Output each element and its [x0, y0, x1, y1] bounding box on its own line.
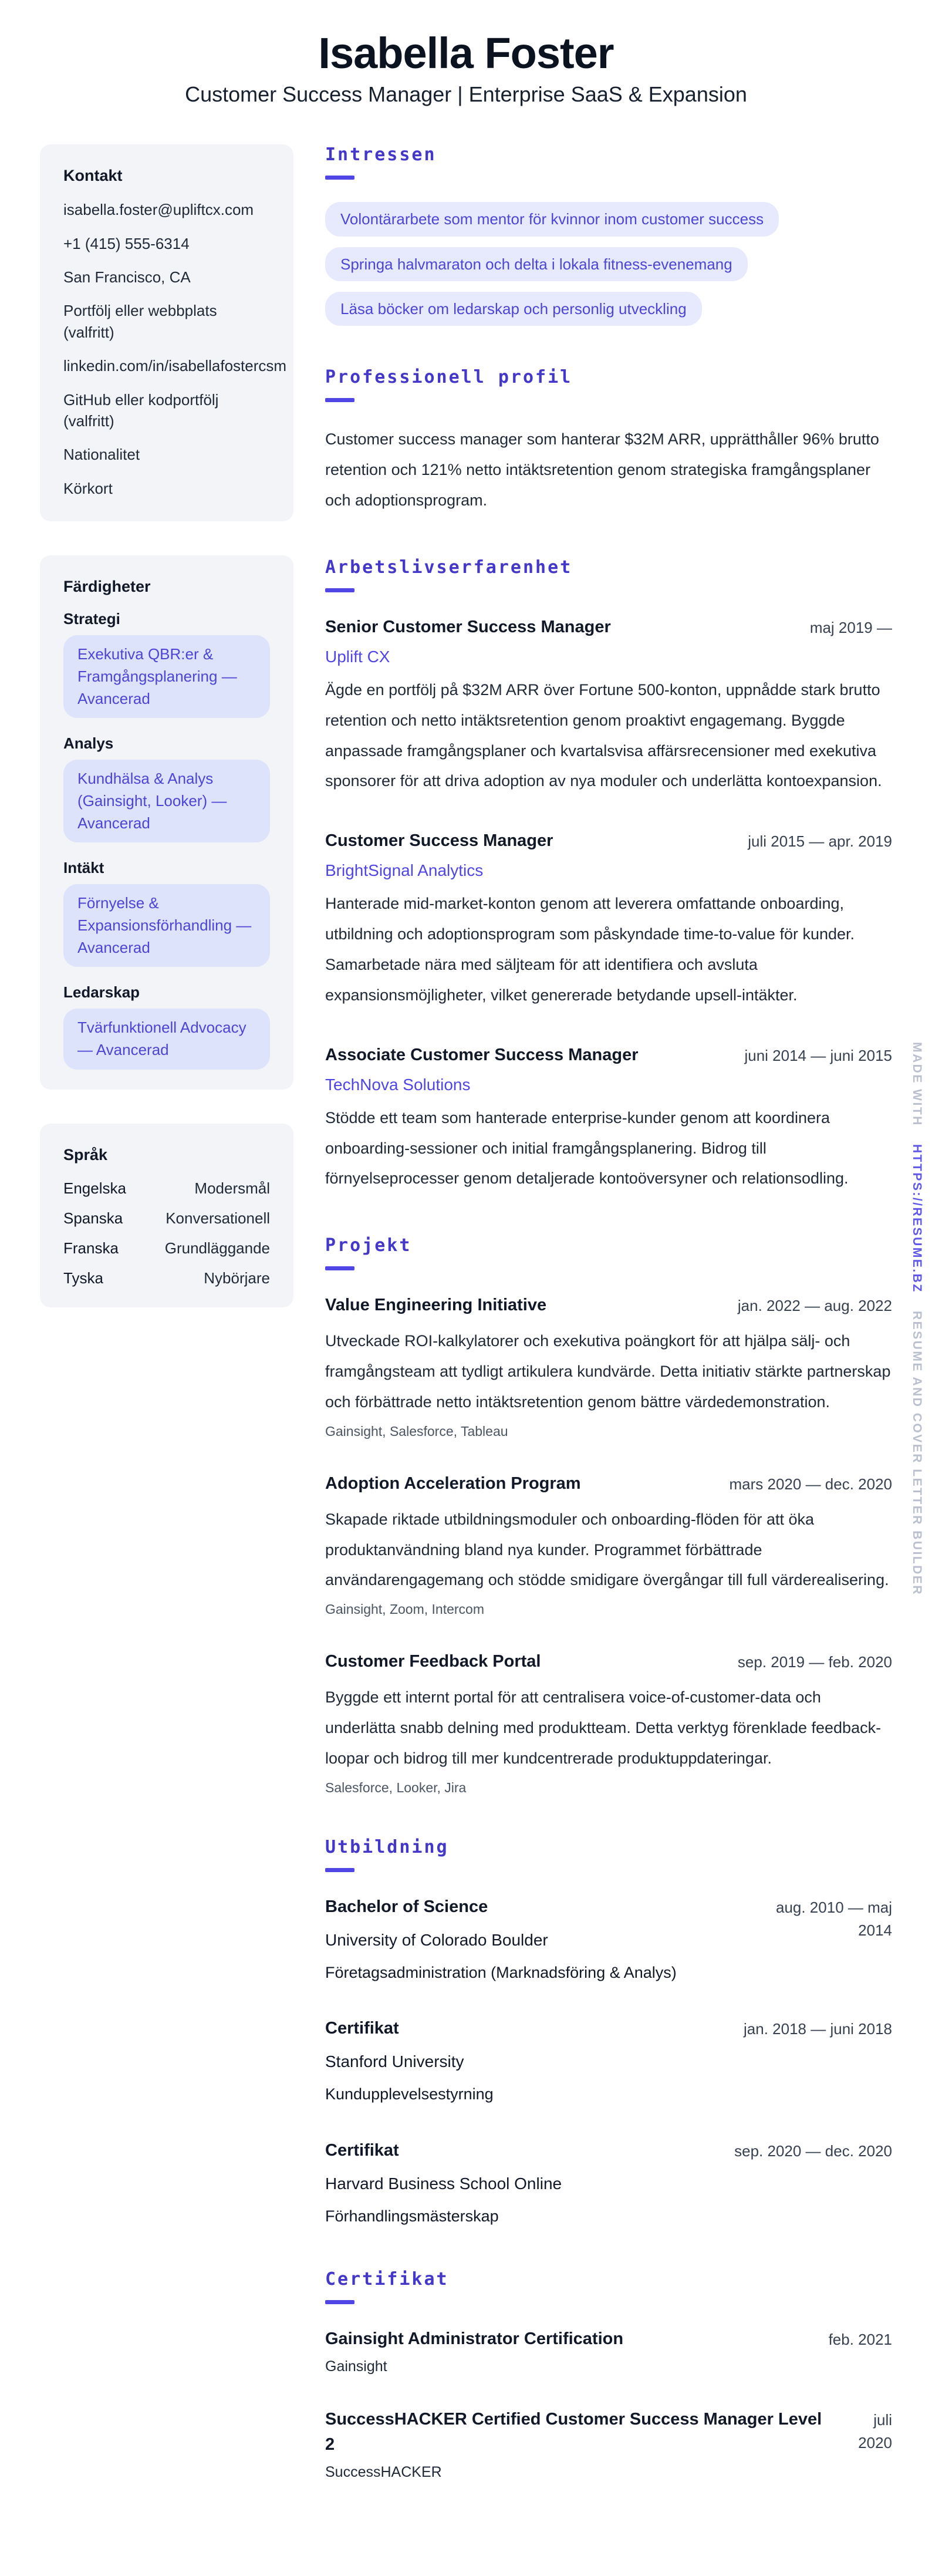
person-tagline: Customer Success Manager | Enterprise SaaS & Expansion — [185, 82, 747, 107]
language-name: Franska — [63, 1239, 119, 1257]
project-stack: Salesforce, Looker, Jira — [325, 1779, 467, 1795]
job-dates: juli 2015 — apr. 2019 — [748, 832, 892, 851]
skill-pill: Förnyelse & Expansionsförhandling — Avancerad — [63, 884, 270, 967]
school-name: Harvard Business School Online — [325, 2174, 562, 2193]
certificate-issuer: Gainsight — [325, 2358, 387, 2375]
job-dates: juni 2014 — juni 2015 — [744, 1046, 892, 1064]
section-underline — [325, 1266, 354, 1270]
project-entry-head — [325, 1293, 892, 1317]
contact-card — [40, 144, 293, 521]
certificate-date: feb. 2021 — [828, 2331, 892, 2349]
experience-entry-head — [325, 1043, 892, 1067]
certificate-date: juli 2020 — [858, 2411, 892, 2452]
project-title: Value Engineering Initiative — [325, 1296, 547, 1315]
degree-title: Certifikat — [325, 2019, 399, 2038]
project-entry — [325, 1471, 892, 1618]
contact-linkedin: linkedin.com/in/isabellafostercsm — [63, 357, 287, 375]
language-level: Grundläggande — [164, 1239, 270, 1257]
education-dates: sep. 2020 — dec. 2020 — [734, 2142, 892, 2160]
profile-heading: Professionell profil — [325, 367, 573, 388]
ribbon-suffix: RESUME AND COVER LETTER BUILDER — [910, 1311, 924, 1596]
degree-title: Bachelor of Science — [325, 1897, 488, 1916]
skill-group-label: Analys — [63, 734, 114, 753]
language-row — [63, 1239, 270, 1257]
section-underline — [325, 588, 354, 592]
certificate-entry-left — [325, 2327, 812, 2375]
experience-entry-head — [325, 828, 892, 853]
interest-pill: Läsa böcker om ledarskap och personlig utveckling — [325, 292, 702, 326]
skill-pill: Exekutiva QBR:er & Framgångsplanering — Avancerad — [63, 635, 270, 718]
contact-nationality: Nationalitet — [63, 446, 140, 464]
education-detail: Kundupplevelsestyrning — [325, 2085, 494, 2103]
contact-github-placeholder: GitHub eller kodportfölj (valfritt) — [63, 390, 219, 430]
language-level: Modersmål — [194, 1179, 270, 1197]
language-row — [63, 1209, 270, 1228]
experience-entry-head — [325, 615, 892, 639]
languages-title: Språk — [63, 1145, 108, 1164]
experience-entry — [325, 1043, 892, 1195]
contact-title: Kontakt — [63, 167, 123, 185]
school-name: University of Colorado Boulder — [325, 1930, 548, 1949]
certificate-entry — [325, 2327, 892, 2375]
main-content — [325, 144, 892, 2521]
section-education — [325, 1837, 892, 2228]
degree-title: Certifikat — [325, 2140, 399, 2160]
job-title: Customer Success Manager — [325, 831, 553, 851]
skill-group-label: Intäkt — [63, 859, 104, 877]
job-company-link[interactable]: Uplift CX — [325, 647, 390, 666]
person-name: Isabella Foster — [318, 29, 614, 77]
skill-group-label: Strategi — [63, 610, 120, 628]
school-name: Stanford University — [325, 2052, 464, 2071]
skills-title: Färdigheter — [63, 578, 151, 596]
job-description: Hanterade mid-market-konton genom att leverera omfattande onboarding, utbildning och adoptionsprogram som påskyndade time-to-value för kunder. Samarbetade nära med säljteam för att identifiera och avsluta expansionsmöjligheter, vilket genererade betydande upsell-intäkter. — [325, 895, 855, 1004]
language-name: Tyska — [63, 1269, 103, 1287]
education-entry-left — [325, 1894, 749, 1985]
job-title: Senior Customer Success Manager — [325, 617, 611, 636]
job-description: Ägde en portfölj på $32M ARR över Fortune 500-konton, uppnådde stark brutto retention och netto intäktsretention genom proaktivt engagemang. Byggde anpassade framgångsplaner och kvartalsvisa affärsrecensioner med exekutiva sponsorer för att driva adoption av nya moduler och underlätta kontoexpansion. — [325, 680, 882, 790]
education-entry-head — [325, 2016, 892, 2106]
skill-group-label: Ledarskap — [63, 983, 140, 1002]
section-experience — [325, 557, 892, 1194]
section-projects — [325, 1235, 892, 1796]
project-description: Byggde ett internt portal för att centralisera voice-of-customer-data och underlätta snabb delning med produktteam. Detta verktyg förenklade feedback-loopar och bidrog till mer kundcentrerade produktuppdateringar. — [325, 1688, 882, 1767]
projects-heading: Projekt — [325, 1235, 412, 1256]
education-detail: Företagsadministration (Marknadsföring & Analys) — [325, 1963, 677, 1981]
skill-pill: Tvärfunktionell Advocacy — Avancerad — [63, 1009, 270, 1069]
ribbon-url-link[interactable]: HTTPS://RESUME.BZ — [910, 1144, 924, 1293]
certificate-entry-left — [325, 2407, 826, 2480]
contact-portfolio-placeholder: Portfölj eller webbplats (valfritt) — [63, 302, 217, 341]
contact-drivers-license: Körkort — [63, 479, 113, 497]
education-detail: Förhandlingsmästerskap — [325, 2207, 499, 2225]
project-dates: jan. 2022 — aug. 2022 — [737, 1297, 892, 1315]
sidebar — [40, 144, 293, 1341]
project-title: Customer Feedback Portal — [325, 1652, 541, 1671]
project-stack: Gainsight, Salesforce, Tableau — [325, 1423, 508, 1439]
header — [0, 0, 932, 107]
section-underline — [325, 398, 354, 402]
language-row — [63, 1269, 270, 1287]
project-title: Adoption Acceleration Program — [325, 1474, 581, 1493]
education-heading: Utbildning — [325, 1836, 449, 1857]
language-name: Engelska — [63, 1179, 126, 1197]
languages-card — [40, 1124, 293, 1307]
skills-card — [40, 555, 293, 1090]
language-row — [63, 1179, 270, 1198]
project-entry — [325, 1649, 892, 1796]
ribbon-made-with: MADE WITH — [910, 1042, 924, 1127]
section-underline — [325, 2300, 354, 2304]
interests-heading: Intressen — [325, 144, 437, 166]
project-dates: sep. 2019 — feb. 2020 — [737, 1653, 892, 1671]
experience-heading: Arbetslivserfarenhet — [325, 557, 573, 578]
job-company-link[interactable]: BrightSignal Analytics — [325, 861, 484, 880]
job-title: Associate Customer Success Manager — [325, 1045, 639, 1064]
certificate-title: SuccessHACKER Certified Customer Success Manager Level 2 — [325, 2410, 822, 2454]
interest-pill: Volontärarbete som mentor för kvinnor inom customer success — [325, 202, 779, 236]
education-dates: aug. 2010 — maj 2014 — [775, 1898, 892, 1939]
contact-email: isabella.foster@upliftcx.com — [63, 201, 254, 219]
experience-entry — [325, 615, 892, 797]
education-entry-head — [325, 2138, 892, 2228]
contact-location: San Francisco, CA — [63, 268, 191, 286]
education-entry — [325, 1894, 892, 1985]
project-entry-head — [325, 1471, 892, 1496]
certificates-heading: Certifikat — [325, 2269, 449, 2290]
education-entry — [325, 2016, 892, 2106]
section-underline — [325, 176, 354, 180]
project-dates: mars 2020 — dec. 2020 — [729, 1475, 892, 1493]
project-entry-head — [325, 1649, 892, 1674]
interest-pill: Springa halvmaraton och delta i lokala fitness-evenemang — [325, 247, 748, 281]
education-entry-left — [325, 2138, 718, 2228]
job-description: Stödde ett team som hanterade enterprise-kunder genom att koordinera onboarding-sessioner och initial framgångsplanering. Bidrog till förnyelseprocesser genom detaljerade kontoöversyner och relationsodling. — [325, 1108, 849, 1188]
watermark-ribbon — [910, 1042, 924, 1609]
section-profile — [325, 367, 892, 515]
certificate-issuer: SuccessHACKER — [325, 2463, 442, 2480]
certificate-entry-head — [325, 2327, 892, 2375]
job-company-link[interactable]: TechNova Solutions — [325, 1075, 471, 1094]
project-description: Utveckade ROI-kalkylatorer och exekutiva poängkort för att hjälpa sälj- och framgångsteam att tydligt artikulera kundvärde. Detta initiativ stärkte partnerskap och förbättrade netto intäktsretention genom bättre värdedemonstration. — [325, 1332, 891, 1411]
education-entry-head — [325, 1894, 892, 1985]
project-description: Skapade riktade utbildningsmoduler och onboarding-flöden för att öka produktanvändning bland nya kunder. Programmet förbättrade användarengagemang och stödde smidigare övergångar till full värderealisering. — [325, 1510, 889, 1589]
section-interests — [325, 144, 892, 326]
certificate-entry — [325, 2407, 892, 2480]
experience-entry — [325, 828, 892, 1010]
language-level: Konversationell — [166, 1209, 270, 1227]
education-entry — [325, 2138, 892, 2228]
education-entry-left — [325, 2016, 727, 2106]
job-dates: maj 2019 — — [809, 618, 892, 636]
content-columns — [0, 144, 932, 2521]
section-underline — [325, 1868, 354, 1872]
certificate-title: Gainsight Administrator Certification — [325, 2329, 624, 2349]
language-name: Spanska — [63, 1209, 123, 1227]
project-entry — [325, 1293, 892, 1439]
certificate-entry-head — [325, 2407, 892, 2480]
section-certificates — [325, 2269, 892, 2480]
education-dates: jan. 2018 — juni 2018 — [744, 2020, 892, 2038]
contact-phone: +1 (415) 555-6314 — [63, 234, 190, 252]
project-stack: Gainsight, Zoom, Intercom — [325, 1601, 484, 1617]
language-level: Nybörjare — [204, 1269, 270, 1287]
skill-pill: Kundhälsa & Analys (Gainsight, Looker) — Avancerad — [63, 760, 270, 842]
profile-text: Customer success manager som hanterar $32M ARR, upprätthåller 96% brutto retention och 121% netto intäktsretention genom strategiska framgångsplaner och adoptionsprogram. — [325, 430, 879, 510]
